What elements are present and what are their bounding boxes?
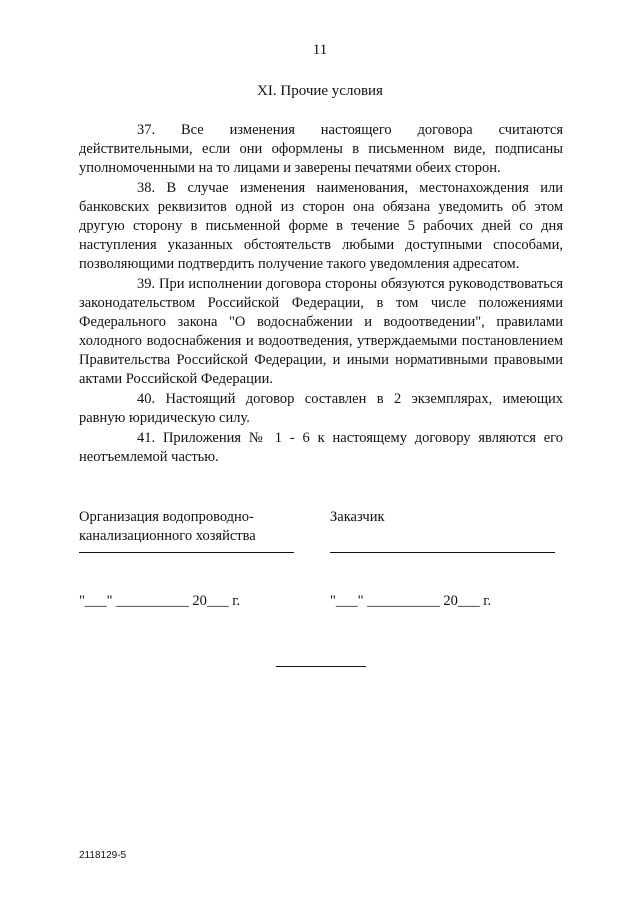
customer-signature-line xyxy=(330,552,555,553)
clause-37: 37. Все изменения настоящего договора считаются действительными, если они оформлены в письменном виде, подписаны уполномоченными на то лицами и заверены печатями обеих сторон. xyxy=(79,122,563,176)
terms-body xyxy=(79,121,563,468)
document-code: 2118129-5 xyxy=(79,850,127,861)
clause-39: 39. При исполнении договора стороны обязуются руководствоваться законодательством Российской Федерации, в том числе положениями Федерального закона "О водоснабжении и водоотведении", правилами холодного водоснабжения и водоотведения, утверждаемыми постановлением Правительства Российской Федерации, и иными нормативными правовыми актами Российской Федерации. xyxy=(79,276,563,387)
organization-label: Организация водопроводно-канализационного хозяйства xyxy=(79,509,256,544)
customer-date: "___" __________ 20___ г. xyxy=(330,593,492,609)
section-title: XI. Прочие условия xyxy=(257,83,383,99)
organization-signature-block xyxy=(79,508,294,553)
customer-label: Заказчик xyxy=(330,509,385,525)
organization-date: "___" __________ 20___ г. xyxy=(79,593,241,609)
page-number: 11 xyxy=(312,42,328,58)
clause-40: 40. Настоящий договор составлен в 2 экземплярах, имеющих равную юридическую силу. xyxy=(79,391,563,426)
clause-38: 38. В случае изменения наименования, местонахождения или банковских реквизитов одной из сторон она обязана уведомить об этом другую сторону в письменной форме в течение 5 рабочих дней со дня наступления указанных обстоятельств любыми доступными способами, позволяющими подтвердить получение такого уведомления адресатом. xyxy=(79,180,563,272)
customer-signature-block xyxy=(330,508,555,553)
clause-41: 41. Приложения № 1 - 6 к настоящему договору являются его неотъемлемой частью. xyxy=(79,430,563,465)
organization-signature-line xyxy=(79,552,294,553)
end-divider xyxy=(276,666,366,667)
